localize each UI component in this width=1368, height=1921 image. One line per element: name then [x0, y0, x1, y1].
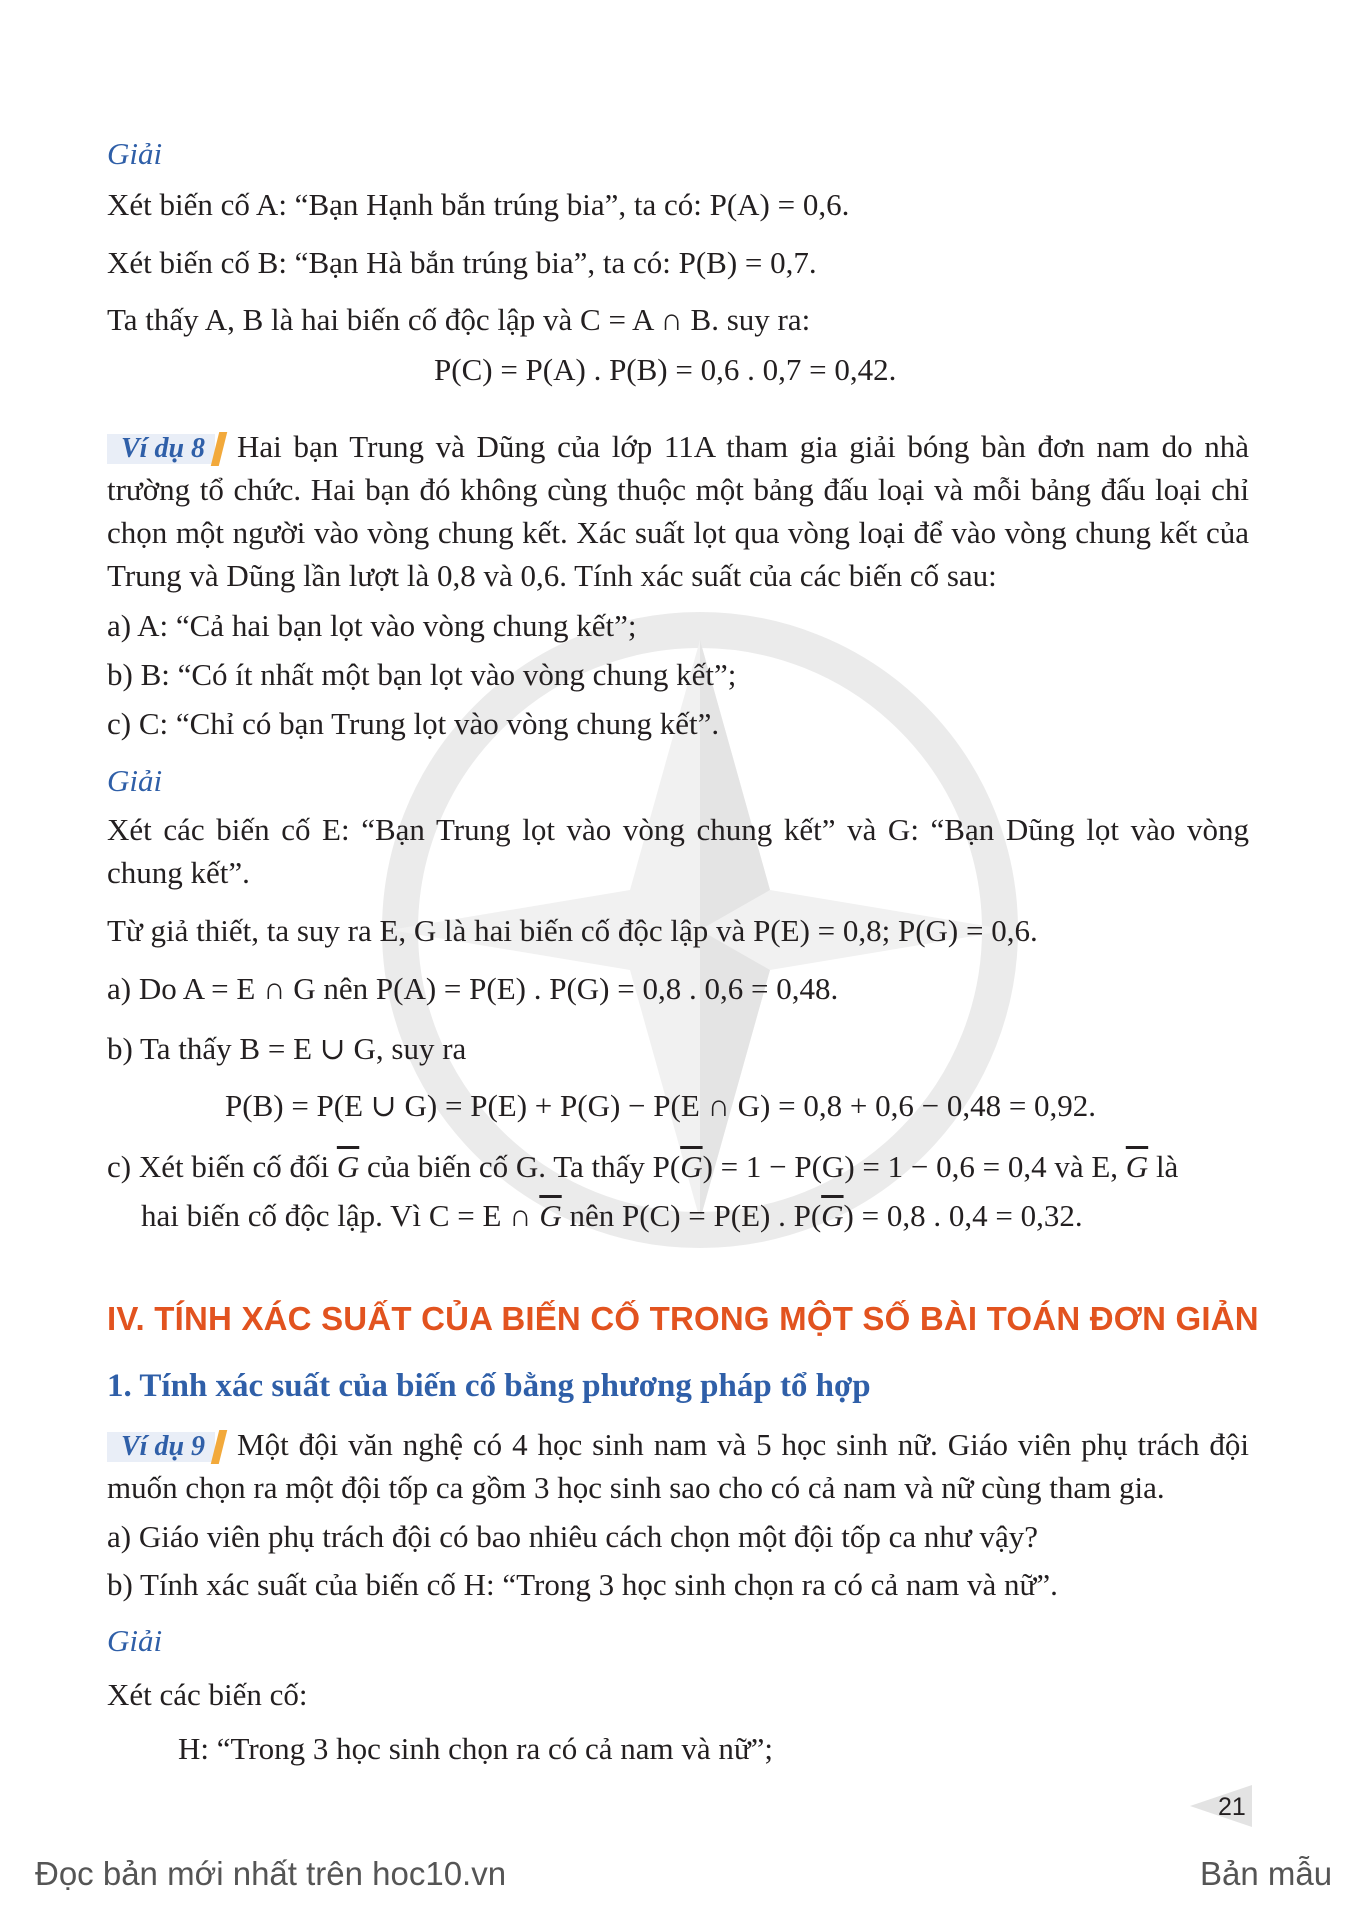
ex8-solution-a: a) Do A = E ∩ G nên P(A) = P(E) . P(G) = 0,8 . 0,6 = 0,48.	[107, 971, 839, 1006]
ex7-line-3: Ta thấy A, B là hai biến cố độc lập và C = A ∩ B. suy ra:	[107, 302, 811, 337]
ex8-solution-b-formula: P(B) = P(E ∪ G) = P(E) + P(G) − P(E ∩ G) = 0,8 + 0,6 − 0,48 = 0,92.	[225, 1088, 1097, 1123]
example-8-badge: Ví dụ 8	[107, 432, 229, 466]
page-number: 21	[1218, 1793, 1246, 1821]
footer-link[interactable]: Đọc bản mới nhất trên hoc10.vn	[35, 1855, 507, 1892]
example-8-text: Hai bạn Trung và Dũng của lớp 11A tham gia giải bóng bàn đơn nam do nhà trường tổ chức. Hai bạn đó không cùng thuộc một bảng đấu loại và mỗi bảng đấu loại chỉ chọn một người vào vòng chung kết. Xác suất lọt qua vòng loại để vào vòng chung kết của Trung và Dũng lần lượt là 0,8 và 0,6. Tính xác suất của các biến cố sau:	[107, 429, 1249, 593]
ex7-line-1: Xét biến cố A: “Bạn Hạnh bắn trúng bia”, ta có: P(A) = 0,6.	[107, 187, 850, 222]
example-8-intro	[107, 425, 1249, 597]
ex8-item-a: a) A: “Cả hai bạn lọt vào vòng chung kết”;	[107, 608, 637, 643]
page-number-marker	[1190, 1785, 1252, 1827]
ex8-solution-b: b) Ta thấy B = E ∪ G, suy ra	[107, 1031, 467, 1066]
example-9-badge: Ví dụ 9	[107, 1430, 229, 1464]
ex9-solution-2: H: “Trong 3 học sinh chọn ra có cả nam và nữ”;	[178, 1731, 774, 1766]
footer-label: Bản mẫu	[1200, 1855, 1333, 1892]
ex7-formula: P(C) = P(A) . P(B) = 0,6 . 0,7 = 0,42.	[434, 352, 897, 387]
solution-label: Giải	[107, 136, 163, 171]
ex8-solution-c-line-2: hai biến cố độc lập. Vì C = E ∩ $\overline{G}$ nên P(C) = P(E) . $P(\overline{G}) = 0,8$ . 0,4 = 0,32.	[141, 1198, 1083, 1233]
example-9-text: Một đội văn nghệ có 4 học sinh nam và 5 học sinh nữ. Giáo viên phụ trách đội muốn chọn ra một đội tốp ca gồm 3 học sinh sao cho có cả nam và nữ cùng tham gia.	[107, 1427, 1249, 1505]
ex8-item-c: c) C: “Chỉ có bạn Trung lọt vào vòng chung kết”.	[107, 706, 720, 741]
ex7-line-2: Xét biến cố B: “Bạn Hà bắn trúng bia”, ta có: P(B) = 0,7.	[107, 245, 817, 280]
ex8-item-b: b) B: “Có ít nhất một bạn lọt vào vòng chung kết”;	[107, 657, 737, 692]
example-9-intro	[107, 1423, 1249, 1509]
ex9-item-b: b) Tính xác suất của biến cố H: “Trong 3 học sinh chọn ra có cả nam và nữ”.	[107, 1567, 1058, 1602]
solution-label: Giải	[107, 1623, 163, 1658]
ex8-solution-1: Xét các biến cố E: “Bạn Trung lọt vào vòng chung kết” và G: “Bạn Dũng lọt vào vòng chung kết”.	[107, 812, 1249, 890]
ex9-solution-1: Xét các biến cố:	[107, 1677, 308, 1712]
solution-label: Giải	[107, 763, 163, 798]
g-complement: $\overline{G}$	[336, 1149, 360, 1184]
section-heading: IV. TÍNH XÁC SUẤT CỦA BIẾN CỐ TRONG MỘT SỐ BÀI TOÁN ĐƠN GIẢN	[107, 1300, 1259, 1337]
ex8-solution-2: Từ giả thiết, ta suy ra E, G là hai biến cố độc lập và P(E) = 0,8; P(G) = 0,6.	[107, 913, 1038, 948]
ex8-solution-c-line-1: c) Xét biến cố đối $\overline{G}$ của biến cố G. Ta thấy $P(\overline{G}) = 1 - P(G) = 1 - 0,6 = 0,4$ và E, $\overline{G}$ là	[107, 1149, 1179, 1184]
ex9-item-a: a) Giáo viên phụ trách đội có bao nhiêu cách chọn một đội tốp ca như vậy?	[107, 1519, 1038, 1554]
subsection-heading: 1. Tính xác suất của biến cố bằng phương pháp tổ hợp	[107, 1368, 871, 1404]
